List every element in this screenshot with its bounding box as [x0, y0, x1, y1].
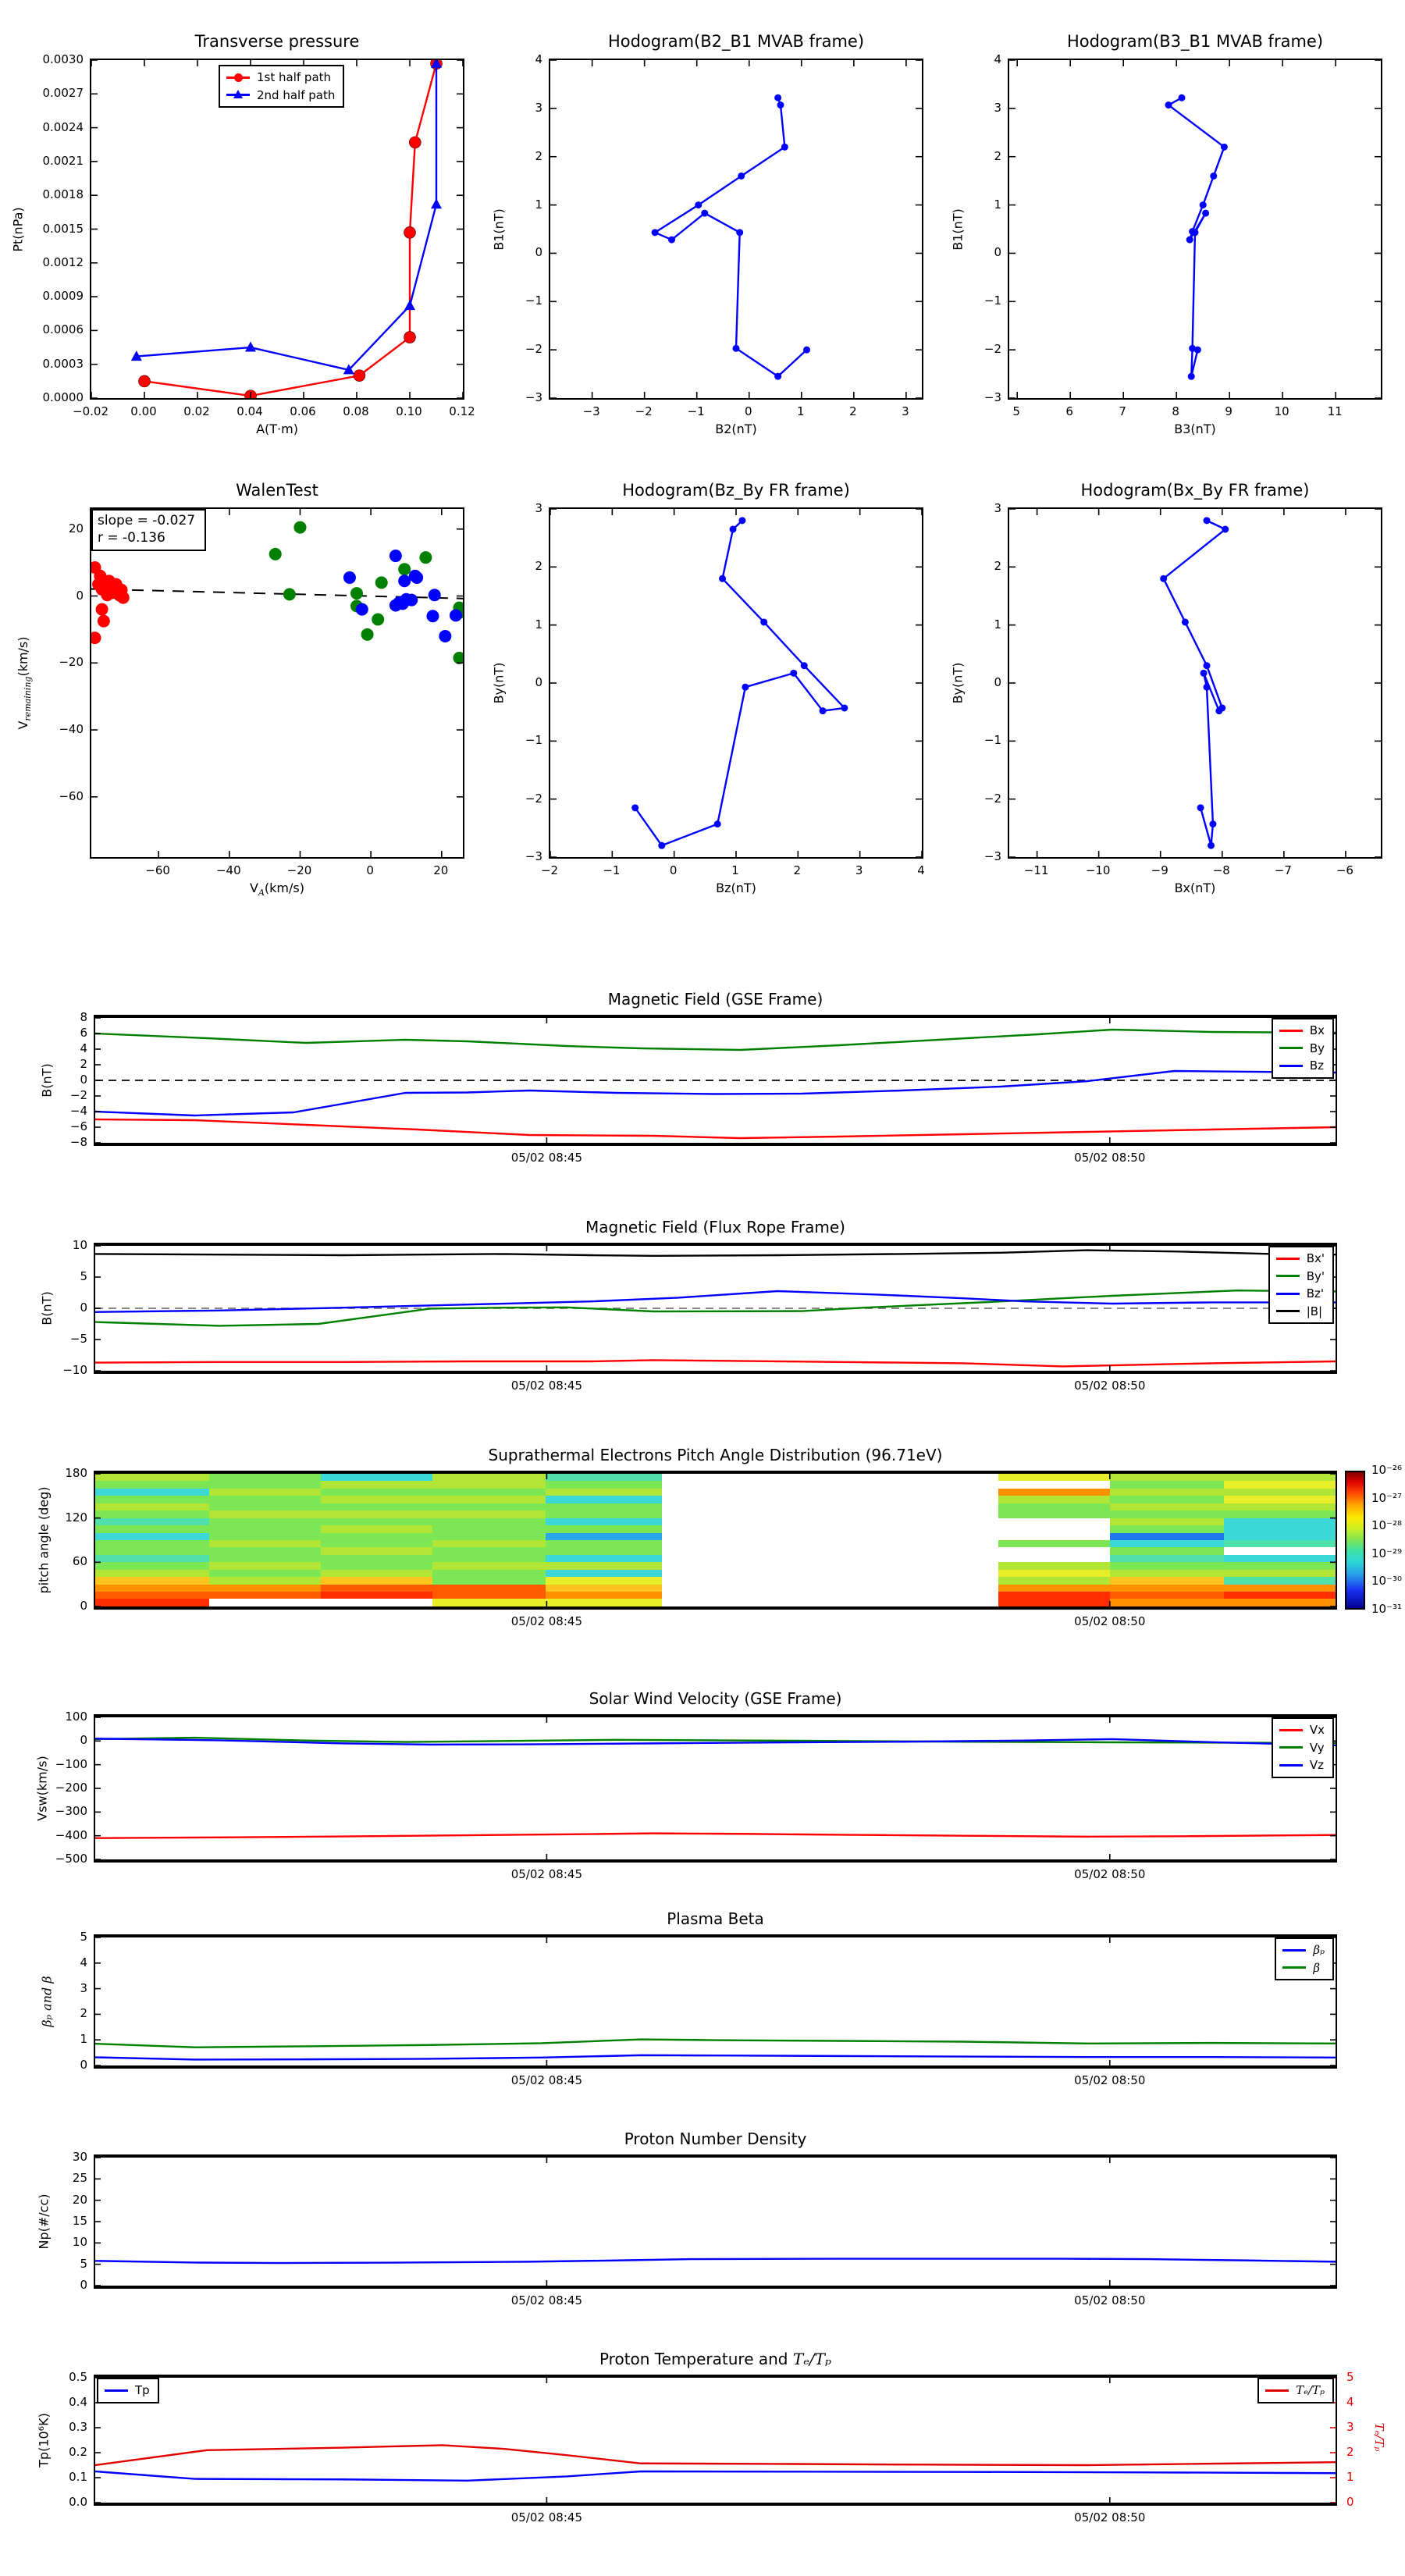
- legend-label: 1st half path: [257, 70, 332, 84]
- legend-line-sample: [1282, 1949, 1306, 1952]
- y-tick-label: 0.0012: [42, 254, 84, 269]
- panel-axes: [94, 2375, 1337, 2506]
- x-tick-label: 9: [1225, 404, 1232, 418]
- plot-transverse-pressure: [10, 32, 475, 436]
- colorbar-tick-label: 10⁻²⁹: [1371, 1546, 1403, 1560]
- y-tick-label: 1: [535, 197, 542, 212]
- y-axis-label: pitch angle (deg): [36, 1486, 52, 1594]
- plot-title: Transverse pressure: [194, 32, 360, 51]
- y-tick-label: 0: [994, 675, 1001, 689]
- y-tick-label: 100: [65, 1710, 87, 1724]
- y-tick-label: −300: [55, 1804, 87, 1819]
- legend-label: By: [1309, 1041, 1325, 1055]
- y-tick-label: 1: [994, 197, 1001, 212]
- y-axis-label: Np(#/cc): [36, 2194, 52, 2250]
- x-tick-label: 3: [855, 863, 863, 877]
- y-tick-label: 3: [80, 1980, 87, 1995]
- x-axis-label: B2(nT): [715, 422, 757, 436]
- legend: [1272, 1717, 1334, 1778]
- y-tick-label: 0.0024: [42, 119, 84, 134]
- y-tick-label: 30: [72, 2150, 87, 2164]
- y-tick-label: 60: [72, 1554, 87, 1569]
- legend-label: Bx: [1309, 1023, 1325, 1037]
- series-Tp: [95, 2471, 1336, 2481]
- x-tick-label: 0: [744, 404, 752, 418]
- x-tick-label: 05/02 08:45: [510, 2293, 582, 2307]
- x-tick-label: −10: [1085, 863, 1111, 877]
- series-|B|: [95, 1251, 1336, 1256]
- plot-hodogram-b3-b1: [950, 32, 1382, 436]
- annotation-box: slope = -0.027 r = -0.136: [91, 509, 206, 551]
- colorbar-tick-label: 10⁻³¹: [1371, 1602, 1403, 1616]
- panel-proton-density: [36, 2129, 1337, 2307]
- x-tick-label: 7: [1119, 404, 1126, 418]
- y-tick-label: 6: [80, 1026, 87, 1040]
- x-tick-label: 0.06: [290, 404, 316, 418]
- panel-title: Suprathermal Electrons Pitch Angle Distribution (96.71eV): [488, 1446, 943, 1464]
- x-tick-label: 8: [1172, 404, 1179, 418]
- y-axis-label: B(nT): [39, 1063, 55, 1098]
- legend-line-sample: [1279, 1030, 1303, 1032]
- legend-label: Bz: [1309, 1059, 1324, 1073]
- y-axis-label: $V_{remaining}(km/s)$: [16, 636, 33, 730]
- legend-line-sample: [1279, 1729, 1303, 1731]
- panel-title: Solar Wind Velocity (GSE Frame): [589, 1689, 842, 1708]
- x-tick-label: 3: [902, 404, 909, 418]
- x-axis-label: A(T·m): [256, 422, 298, 436]
- y-tick-label: 1: [994, 617, 1001, 632]
- y-tick-label: −200: [55, 1781, 87, 1795]
- panel-axes: [94, 1015, 1337, 1146]
- legend-label: Vx: [1309, 1723, 1325, 1737]
- legend-line-sample: [1276, 1293, 1300, 1295]
- plot-axes: [90, 507, 464, 859]
- x-tick-label: −0.02: [73, 404, 108, 418]
- legend-label: βₚ: [1313, 1943, 1325, 1957]
- y-tick-label: 120: [65, 1510, 87, 1525]
- legend-line-sample: [1276, 1275, 1300, 1277]
- y-tick-label: 0: [535, 675, 542, 689]
- y-tick-label: 15: [72, 2214, 87, 2228]
- y-tick-label: 2: [535, 148, 542, 163]
- legend-label: 2nd half path: [257, 87, 336, 102]
- y-tick-label: 3: [535, 501, 542, 515]
- series-beta: [95, 2040, 1336, 2048]
- x-tick-label: −11: [1023, 863, 1049, 877]
- y-axis-label: βₚ and β: [39, 1976, 55, 2027]
- x-tick-label: 05/02 08:45: [510, 1379, 582, 1393]
- panel-axes: [94, 1934, 1337, 2069]
- series-Np: [95, 2259, 1336, 2263]
- legend: [1268, 1246, 1334, 1324]
- y-tick-label: −6: [69, 1119, 87, 1133]
- legend-label: By': [1306, 1268, 1325, 1283]
- colorbar-tick-label: 10⁻²⁶: [1371, 1463, 1403, 1477]
- y-tick-label: 1: [80, 2032, 87, 2047]
- plot-axes: [549, 59, 923, 400]
- y-tick-label: −100: [55, 1756, 87, 1771]
- series-Bz: [95, 1071, 1336, 1115]
- y-tick-label: 5: [80, 1930, 87, 1944]
- plot-axes: [90, 59, 464, 400]
- panel-axes: [94, 1714, 1337, 1863]
- y-tick-label: 0: [80, 1073, 87, 1087]
- legend: [1275, 1937, 1334, 1980]
- panel-title: Plasma Beta: [667, 1909, 764, 1928]
- x-tick-label: 05/02 08:45: [510, 1614, 582, 1628]
- panel-axes: [94, 1243, 1337, 1374]
- panel-axes: [94, 2154, 1337, 2289]
- plot-title: Hodogram(Bz_By FR frame): [622, 481, 850, 500]
- x-axis-label: $V_A(km/s)$: [250, 881, 304, 898]
- x-tick-label: 0.12: [449, 404, 475, 418]
- plot-title: Hodogram(Bx_By FR frame): [1080, 481, 1310, 500]
- y-tick-label: 0.0027: [42, 86, 84, 101]
- y-tick-label: 4: [994, 52, 1001, 66]
- legend-line-sample: [226, 94, 250, 96]
- y-tick-label: 5: [80, 1269, 87, 1283]
- y-tick-label: 0.0009: [42, 289, 84, 304]
- y-tick-label: −1: [984, 294, 1001, 308]
- y-tick-label: 3: [535, 100, 542, 115]
- y-tick-label: −8: [69, 1135, 87, 1149]
- y-tick-label: 0.2: [69, 2445, 87, 2459]
- y-tick-label: 0: [80, 1599, 87, 1613]
- x-tick-label: 05/02 08:50: [1074, 2073, 1146, 2087]
- y-axis-label: By(nT): [950, 662, 966, 704]
- y-tick-label: 0.0015: [42, 221, 84, 236]
- y-tick-label: −2: [984, 791, 1001, 806]
- x-tick-label: −40: [215, 863, 241, 877]
- y-tick-label: 0: [994, 245, 1001, 260]
- right-tick-label: 4: [1346, 2395, 1354, 2409]
- y-tick-label: 3: [994, 100, 1001, 115]
- x-axis-label: B3(nT): [1174, 422, 1216, 436]
- panel-solar-wind-velocity: [34, 1689, 1337, 1881]
- series-2nd half path: [137, 63, 436, 370]
- x-tick-label: −2: [635, 404, 653, 418]
- x-tick-label: 0: [669, 863, 678, 877]
- y-tick-label: 4: [535, 52, 542, 66]
- plot-hodogram-bx-by: [950, 481, 1382, 895]
- legend-label: Tp: [135, 2383, 150, 2397]
- series-1st half path: [144, 63, 436, 396]
- y-tick-label: 0.0030: [42, 52, 84, 66]
- legend-line-sample: [1279, 1047, 1303, 1049]
- x-tick-label: 05/02 08:45: [510, 1151, 582, 1165]
- x-tick-label: 5: [1012, 404, 1020, 418]
- y-tick-label: −3: [984, 849, 1001, 863]
- y-tick-label: −5: [69, 1332, 87, 1346]
- x-tick-label: −3: [582, 404, 600, 418]
- colorbar-tick-label: 10⁻²⁷: [1371, 1490, 1403, 1505]
- y-tick-label: 2: [80, 2006, 87, 2021]
- series-Bx': [95, 1360, 1336, 1366]
- y-tick-label: 0.0006: [42, 322, 84, 337]
- y-tick-label: −400: [55, 1827, 87, 1842]
- y-tick-label: 0.0018: [42, 187, 84, 202]
- x-tick-label: 0.04: [237, 404, 263, 418]
- legend-label: |B|: [1306, 1304, 1323, 1318]
- x-tick-label: 20: [433, 863, 449, 877]
- legend-line-sample: [1265, 2389, 1289, 2392]
- x-tick-label: 0.10: [396, 404, 422, 418]
- y-tick-label: −4: [69, 1104, 87, 1118]
- y-tick-label: −3: [525, 849, 542, 863]
- x-tick-label: 10: [1274, 404, 1289, 418]
- x-tick-label: 2: [793, 863, 802, 877]
- plot-hodogram-bz-by: [491, 481, 925, 895]
- y-tick-label: 2: [994, 148, 1001, 163]
- panel-electron-pitch-angle: [36, 1446, 1337, 1628]
- x-tick-label: 05/02 08:50: [1074, 1867, 1146, 1881]
- y-tick-label: −10: [62, 1363, 87, 1377]
- y-tick-label: 10: [72, 1238, 87, 1252]
- y-tick-label: 0: [80, 2278, 87, 2292]
- legend: [1272, 1018, 1334, 1079]
- y-tick-label: 0.3: [69, 2420, 87, 2434]
- x-tick-label: 05/02 08:50: [1074, 1614, 1146, 1628]
- y-axis-label: By(nT): [491, 662, 507, 704]
- panel-title: Magnetic Field (GSE Frame): [607, 990, 823, 1009]
- y-axis-label: B1(nT): [950, 208, 966, 251]
- y-tick-label: 3: [994, 501, 1001, 515]
- y-tick-label: 8: [80, 1010, 87, 1024]
- y-tick-label: 25: [72, 2171, 87, 2186]
- plot-walen-test: [16, 481, 464, 898]
- y-tick-label: 0.0000: [42, 390, 84, 404]
- right-tick-label: 0: [1346, 2495, 1354, 2509]
- x-tick-label: −8: [1212, 863, 1230, 877]
- y-tick-label: −500: [55, 1852, 87, 1866]
- right-tick-label: 5: [1346, 2370, 1354, 2384]
- x-tick-label: 1: [797, 404, 805, 418]
- plot-title: Hodogram(B3_B1 MVAB frame): [1066, 32, 1324, 51]
- colorbar-tick-label: 10⁻²⁸: [1371, 1518, 1403, 1533]
- series-hodogram: [655, 98, 806, 376]
- plot-title: Hodogram(B2_B1 MVAB frame): [607, 32, 865, 51]
- legend-line-sample: [226, 76, 250, 79]
- legend-label: Tₑ/Tₚ: [1296, 2383, 1325, 2397]
- y-axis-label: B(nT): [39, 1291, 55, 1325]
- y-tick-label: −1: [984, 733, 1001, 748]
- y-tick-label: −60: [59, 788, 84, 803]
- y-tick-label: −3: [984, 390, 1001, 404]
- legend-label: Bx': [1306, 1251, 1325, 1265]
- legend-line-sample: [1279, 1746, 1303, 1749]
- y-axis-label: Pt(nPa): [10, 206, 26, 252]
- series-hodogram: [635, 521, 845, 845]
- x-tick-label: 0.02: [183, 404, 210, 418]
- legend-label: Bz': [1306, 1286, 1324, 1300]
- x-tick-label: 4: [917, 863, 925, 877]
- y-tick-label: 1: [535, 617, 542, 632]
- x-tick-label: 0.08: [343, 404, 369, 418]
- panel-axes: [94, 1471, 1337, 1610]
- y-tick-label: 10: [72, 2235, 87, 2250]
- legend-label: Vz: [1309, 1758, 1324, 1772]
- y-tick-label: 5: [80, 2256, 87, 2271]
- y-tick-label: −2: [525, 342, 542, 357]
- series-beta_p: [95, 2055, 1336, 2060]
- y-tick-label: 2: [80, 1057, 87, 1071]
- right-tick-label: 3: [1346, 2420, 1354, 2434]
- x-tick-label: 2: [849, 404, 857, 418]
- x-tick-label: 05/02 08:50: [1074, 2293, 1146, 2307]
- x-axis-label: Bz(nT): [716, 881, 756, 895]
- legend: [97, 2378, 159, 2403]
- x-tick-label: −2: [540, 863, 559, 877]
- right-tick-label: 2: [1346, 2445, 1354, 2459]
- x-tick-label: 05/02 08:50: [1074, 1151, 1146, 1165]
- y-tick-label: 0.0021: [42, 153, 84, 168]
- colorbar-gradient: [1345, 1471, 1365, 1610]
- legend-line-sample: [1279, 1065, 1303, 1067]
- panel-title: Proton Temperature and Tₑ/Tₚ: [599, 2350, 832, 2368]
- x-tick-label: 0: [366, 863, 374, 877]
- y-tick-label: 0: [80, 2058, 87, 2072]
- panel-title: Magnetic Field (Flux Rope Frame): [585, 1218, 845, 1236]
- y-tick-label: −2: [525, 791, 542, 806]
- y-tick-label: 2: [994, 559, 1001, 574]
- y-tick-label: 0.5: [69, 2370, 87, 2384]
- y-tick-label: −1: [525, 294, 542, 308]
- legend: [1257, 2378, 1334, 2403]
- series-By: [95, 1030, 1336, 1050]
- y-tick-label: 4: [80, 1955, 87, 1969]
- x-tick-label: 05/02 08:50: [1074, 2510, 1146, 2524]
- legend-label: Vy: [1309, 1740, 1325, 1755]
- plot-hodogram-b2-b1: [491, 32, 923, 436]
- x-tick-label: 1: [731, 863, 739, 877]
- legend-line-sample: [1282, 1966, 1306, 1969]
- y-tick-label: −2: [984, 342, 1001, 357]
- y-tick-label: 4: [80, 1041, 87, 1055]
- y-tick-label: 0: [80, 1733, 87, 1748]
- panel-title: Proton Number Density: [624, 2129, 807, 2148]
- legend-line-sample: [1276, 1258, 1300, 1260]
- plot-axes: [1008, 507, 1382, 859]
- series-Te/Tp: [95, 2445, 1336, 2465]
- x-tick-label: −6: [1336, 863, 1353, 877]
- panel-magnetic-field-gse: [39, 990, 1337, 1165]
- series-Vx: [95, 1834, 1336, 1838]
- x-axis-label: Bx(nT): [1174, 881, 1216, 895]
- y-tick-label: 180: [65, 1466, 87, 1480]
- plot-axes: [1008, 59, 1382, 400]
- y-tick-label: 0.0003: [42, 356, 84, 371]
- y-tick-label: −2: [69, 1088, 87, 1102]
- x-tick-label: 05/02 08:45: [510, 2073, 582, 2087]
- x-tick-label: 0.00: [130, 404, 157, 418]
- series-hodogram: [1164, 521, 1225, 845]
- x-tick-label: 11: [1327, 404, 1343, 418]
- y-axis-label: Tp(10⁶K): [36, 2413, 52, 2467]
- y-tick-label: 20: [68, 521, 84, 535]
- y-tick-label: −3: [525, 390, 542, 404]
- x-tick-label: −20: [286, 863, 312, 877]
- y-tick-label: 2: [535, 559, 542, 574]
- x-tick-label: 05/02 08:50: [1074, 1379, 1146, 1393]
- series-Bx: [95, 1119, 1336, 1138]
- x-tick-label: −1: [603, 863, 621, 877]
- y-tick-label: 0.4: [69, 2395, 87, 2409]
- y-tick-label: 0: [80, 1300, 87, 1315]
- y-tick-label: 0: [76, 588, 84, 603]
- colorbar: [1345, 1463, 1403, 1616]
- y-tick-label: 20: [72, 2192, 87, 2207]
- panel-magnetic-field-flux-rope: [39, 1218, 1337, 1393]
- x-tick-label: −9: [1151, 863, 1168, 877]
- y-tick-label: −1: [525, 733, 542, 748]
- y-tick-label: 0.1: [69, 2470, 87, 2484]
- legend-line-sample: [1279, 1764, 1303, 1767]
- x-tick-label: −1: [687, 404, 705, 418]
- legend-label: β: [1313, 1960, 1320, 1975]
- y-axis-label: Vsw(km/s): [34, 1756, 50, 1821]
- y-tick-label: −20: [59, 655, 84, 670]
- y-axis-label: B1(nT): [491, 208, 507, 251]
- series-hodogram: [1168, 98, 1224, 376]
- panel-plasma-beta: [39, 1909, 1337, 2087]
- x-tick-label: −60: [145, 863, 170, 877]
- right-tick-label: 1: [1346, 2470, 1354, 2484]
- x-tick-label: 05/02 08:45: [510, 2510, 582, 2524]
- y-tick-label: −40: [59, 722, 84, 737]
- colorbar-tick-label: 10⁻³⁰: [1371, 1574, 1403, 1589]
- legend-line-sample: [1276, 1310, 1300, 1312]
- legend: [219, 65, 344, 108]
- plot-axes: [549, 507, 923, 859]
- plot-title: WalenTest: [236, 481, 318, 500]
- panel-proton-temperature: [36, 2350, 1386, 2524]
- x-tick-label: 05/02 08:45: [510, 1867, 582, 1881]
- y-tick-label: 0.0: [69, 2495, 87, 2509]
- x-tick-label: 6: [1065, 404, 1073, 418]
- right-y-axis-label: Tₑ/Tₚ: [1372, 2422, 1386, 2452]
- legend-line-sample: [105, 2389, 128, 2392]
- x-tick-label: −7: [1274, 863, 1292, 877]
- y-tick-label: 0: [535, 245, 542, 260]
